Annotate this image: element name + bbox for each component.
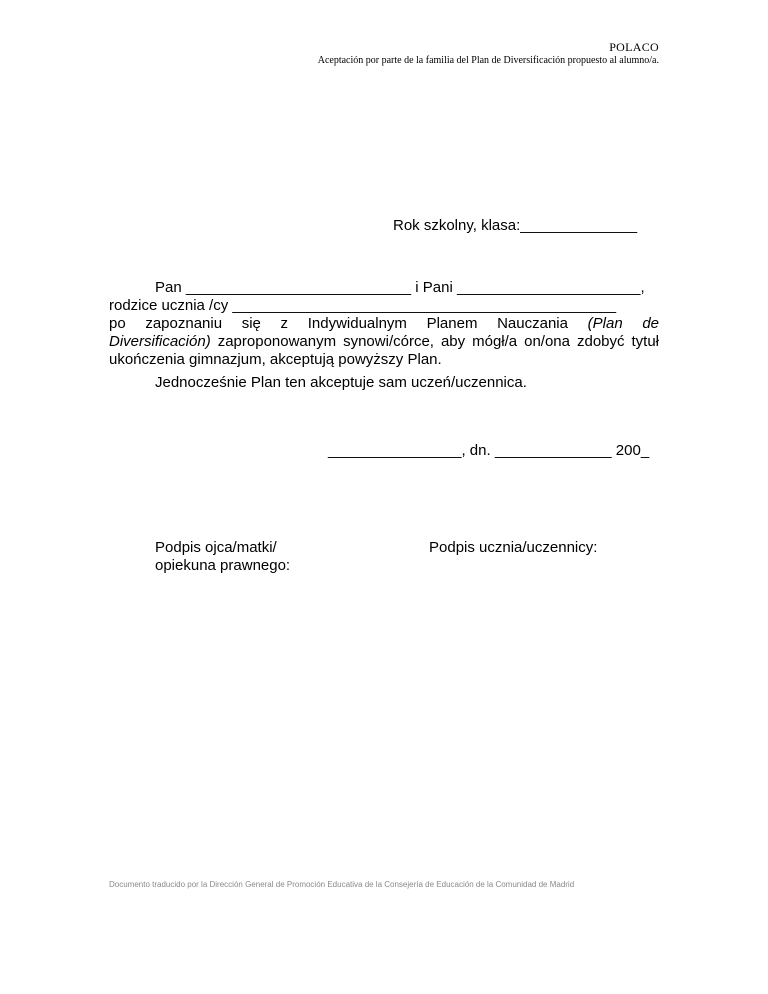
parent-signature-label-line1: Podpis ojca/matki/	[155, 539, 277, 556]
place-date-line: ________________, dn. ______________ 200_	[328, 442, 650, 459]
plan-purpose-line	[109, 333, 659, 351]
student-name-line: rodzice ucznia /cy ______________________________________________	[109, 297, 617, 314]
document-subtitle: Aceptación por parte de la familia del Plan de Diversificación propuesto al alumno/a.	[317, 55, 659, 66]
school-year-class-line: Rok szkolny, klasa:______________	[393, 217, 638, 234]
student-acceptance-statement: Jednocześnie Plan ten akceptuje sam uczeń/uczennica.	[155, 374, 527, 391]
plan-reference-line	[109, 315, 659, 333]
plan-reference-text: po zapoznaniu się z Indywidualnym Planem Nauczania	[109, 315, 568, 332]
translation-credit-footer: Documento traducido por la Dirección General de Promoción Educativa de la Consejería de Educación de la Comunidad de Madrid	[109, 880, 575, 889]
plan-name-italic-end: Diversificación)	[109, 333, 211, 350]
parents-names-line: Pan ___________________________ i Pani ______________________,	[155, 279, 645, 296]
student-signature-label: Podpis ucznia/uczennicy:	[429, 539, 598, 556]
parent-signature-label-line2: opiekuna prawnego:	[155, 557, 291, 574]
plan-acceptance-line: ukończenia gimnazjum, akceptują powyższy Plan.	[109, 351, 442, 368]
document-language-label: POLACO	[609, 40, 659, 54]
parent-signature-label	[155, 539, 290, 575]
parents-acceptance-paragraph	[109, 279, 659, 369]
plan-purpose-text: zaproponowanym synowi/córce, aby mógł/a on/ona zdobyć tytuł	[217, 333, 659, 350]
plan-name-italic-start: (Plan de	[587, 315, 659, 332]
